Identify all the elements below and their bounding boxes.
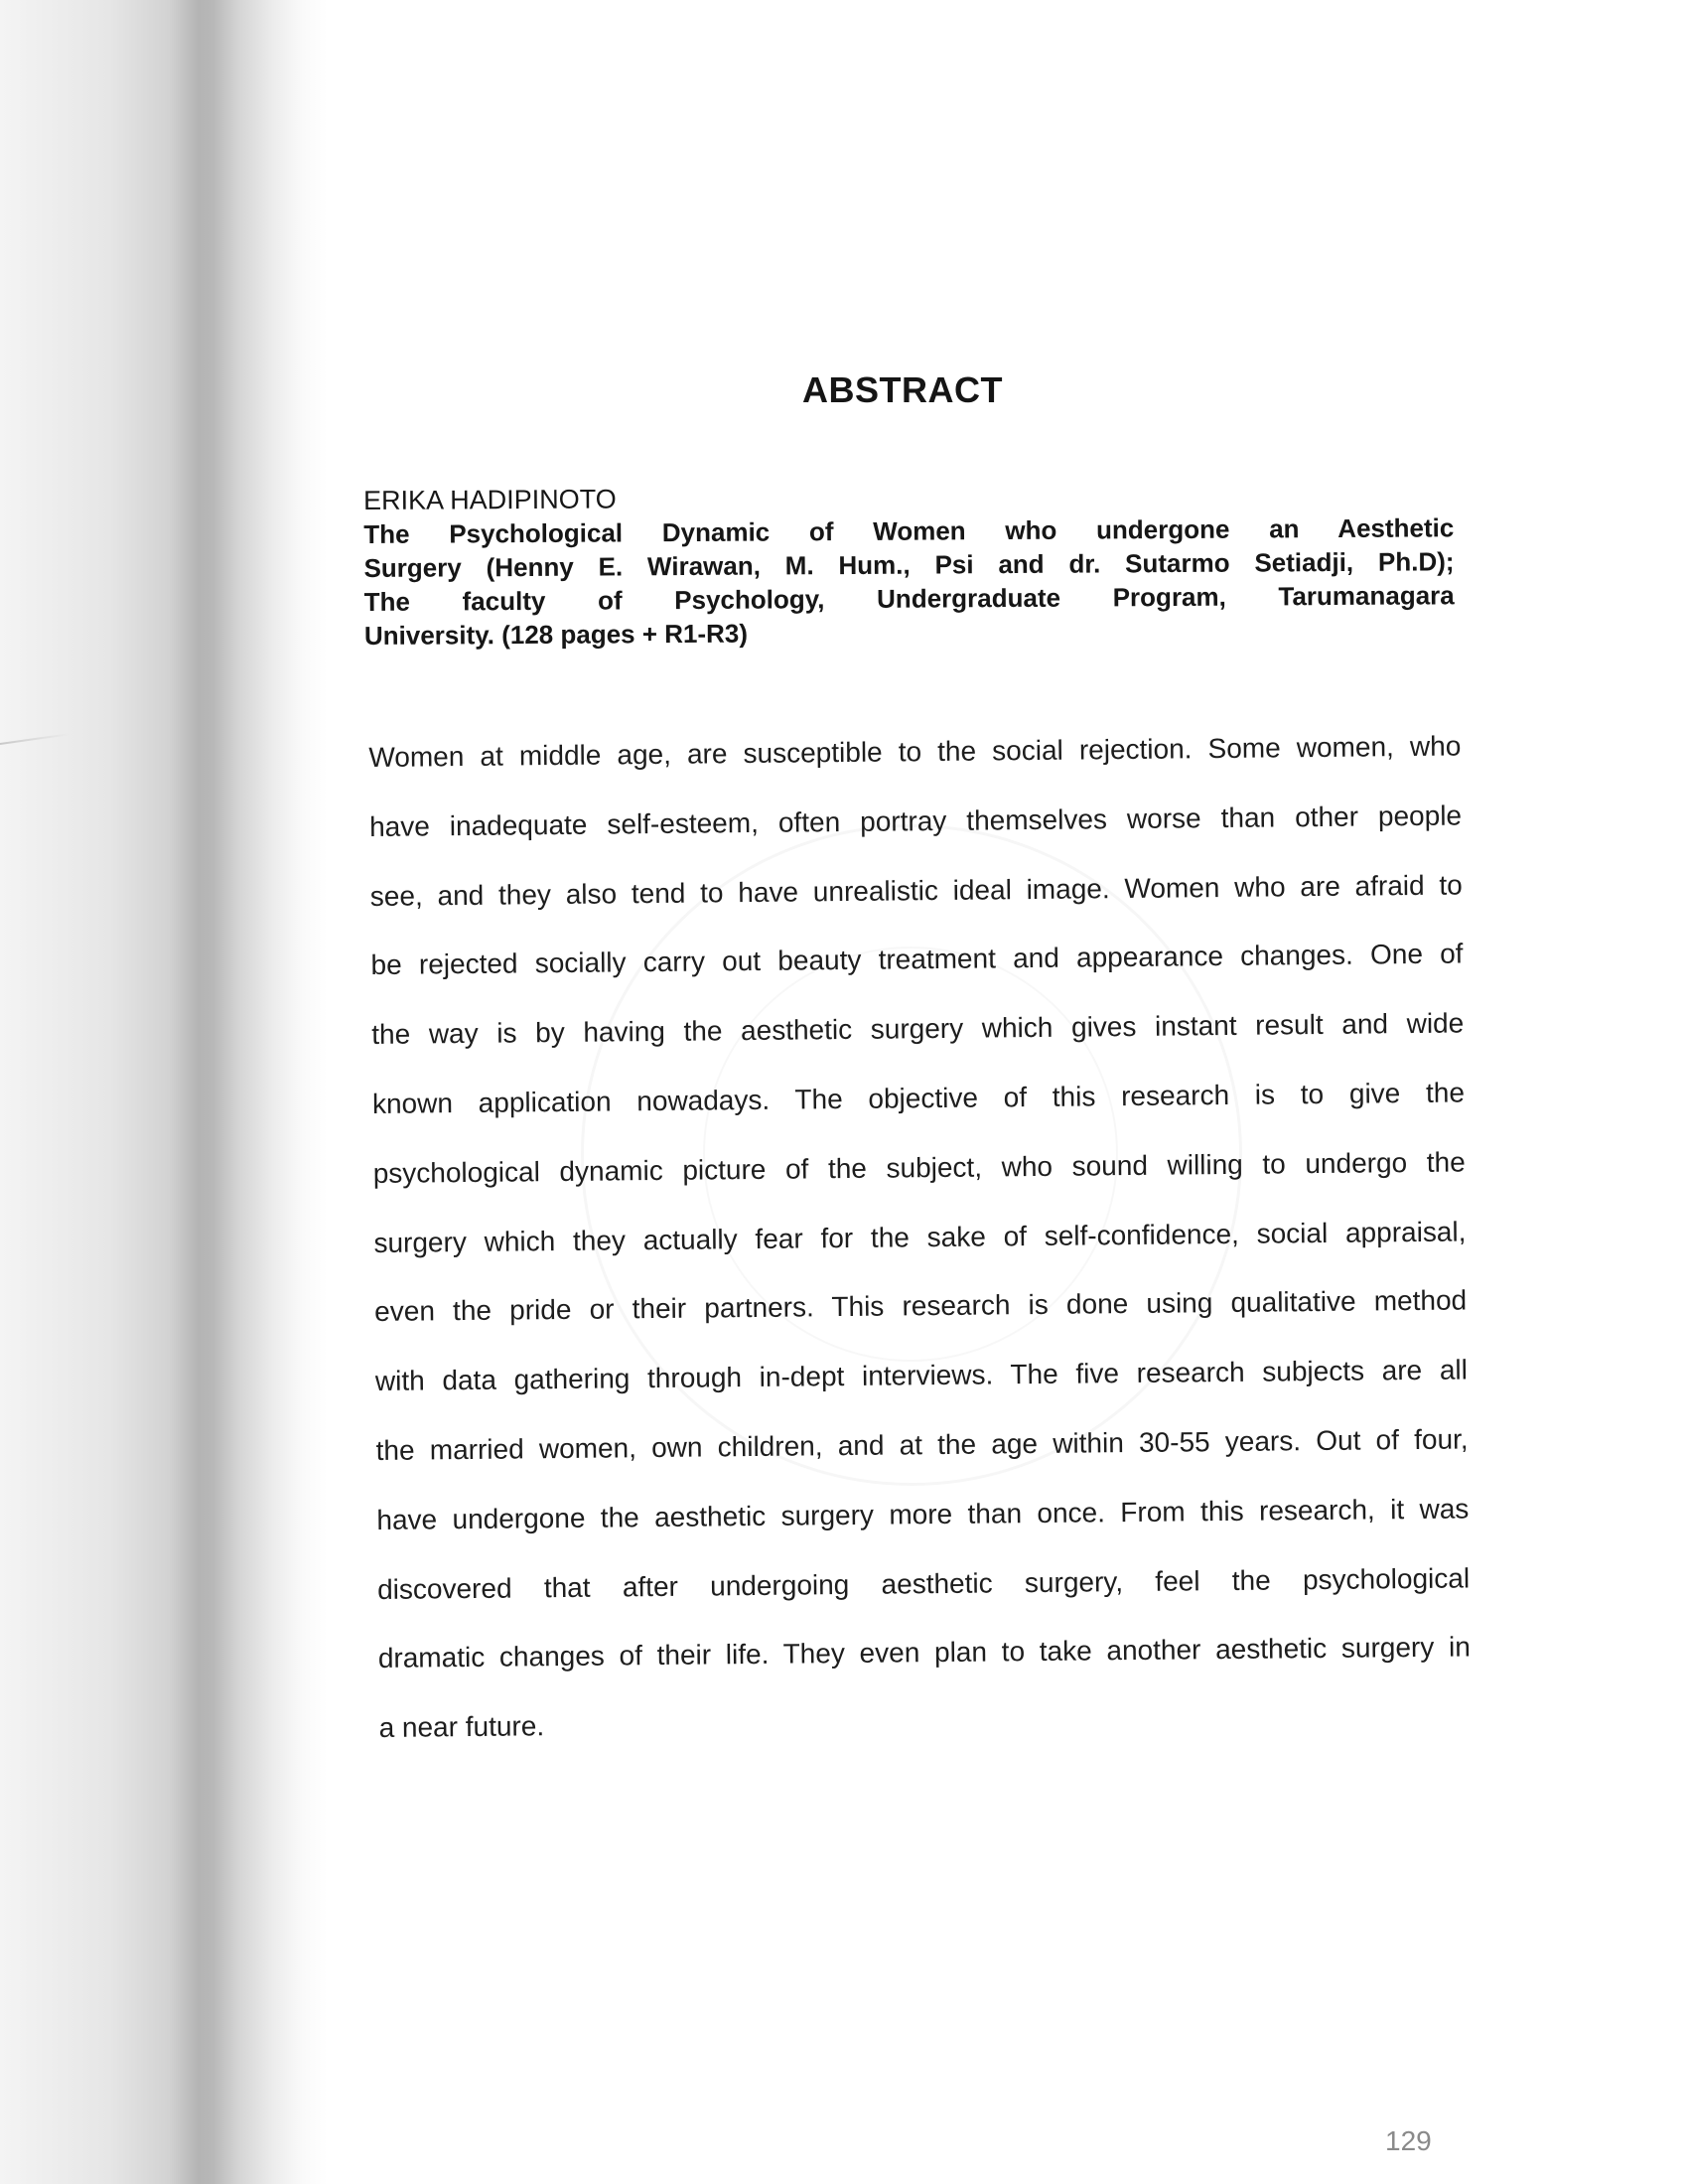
body-line: dramatic changes of their life. They even plan to take another aesthetic surgery in: [377, 1631, 1471, 1674]
body-line: be rejected socially carry out beauty treatment and appearance changes. One of: [370, 938, 1464, 981]
author-name: ERIKA HADIPINOTO: [363, 484, 617, 515]
body-line: have undergone the aesthetic surgery more than once. From this research, it was: [376, 1493, 1470, 1535]
body-line: known application nowadays. The objective of this research is to give the: [371, 1077, 1466, 1119]
citation-line: The Psychological Dynamic of Women who undergone an Aesthetic: [363, 512, 1455, 549]
abstract-header: [363, 477, 1455, 653]
abstract-body: [368, 711, 1472, 1762]
body-line: have inadequate self-esteem, often portray themselves worse than other people: [368, 800, 1463, 842]
body-line: psychological dynamic picture of the subject, who sound willing to undergo the: [372, 1146, 1466, 1189]
citation-line: The faculty of Psychology, Undergraduate Program, Tarumanagara: [363, 580, 1455, 617]
body-line: surgery which they actually fear for the sake of self-confidence, social appraisal,: [373, 1216, 1467, 1258]
body-line: a near future.: [378, 1710, 545, 1744]
body-line: discovered that after undergoing aesthetic surgery, feel the psychological: [376, 1561, 1471, 1605]
citation-line: University. (128 pages + R1-R3): [363, 618, 749, 651]
body-line: with data gathering through in-dept interviews. The five research subjects are all: [374, 1354, 1469, 1397]
page-number: 129: [1385, 2125, 1432, 2156]
body-line: even the pride or their partners. This research is done using qualitative method: [374, 1284, 1468, 1328]
scan-binding-shadow: [0, 0, 328, 2184]
body-line: see, and they also tend to have unrealistic ideal image. Women who are afraid to: [369, 869, 1463, 912]
body-line: Women at middle age, are susceptible to the social rejection. Some women, who: [368, 730, 1462, 773]
page-title: ABSTRACT: [802, 369, 1003, 410]
citation-line: Surgery (Henny E. Wirawan, M. Hum., Psi and dr. Sutarmo Setiadji, Ph.D);: [363, 546, 1455, 583]
body-line: the way is by having the aesthetic surgery which gives instant result and wide: [371, 1007, 1465, 1051]
body-line: the married women, own children, and at the age within 30-55 years. Out of four,: [375, 1423, 1469, 1466]
